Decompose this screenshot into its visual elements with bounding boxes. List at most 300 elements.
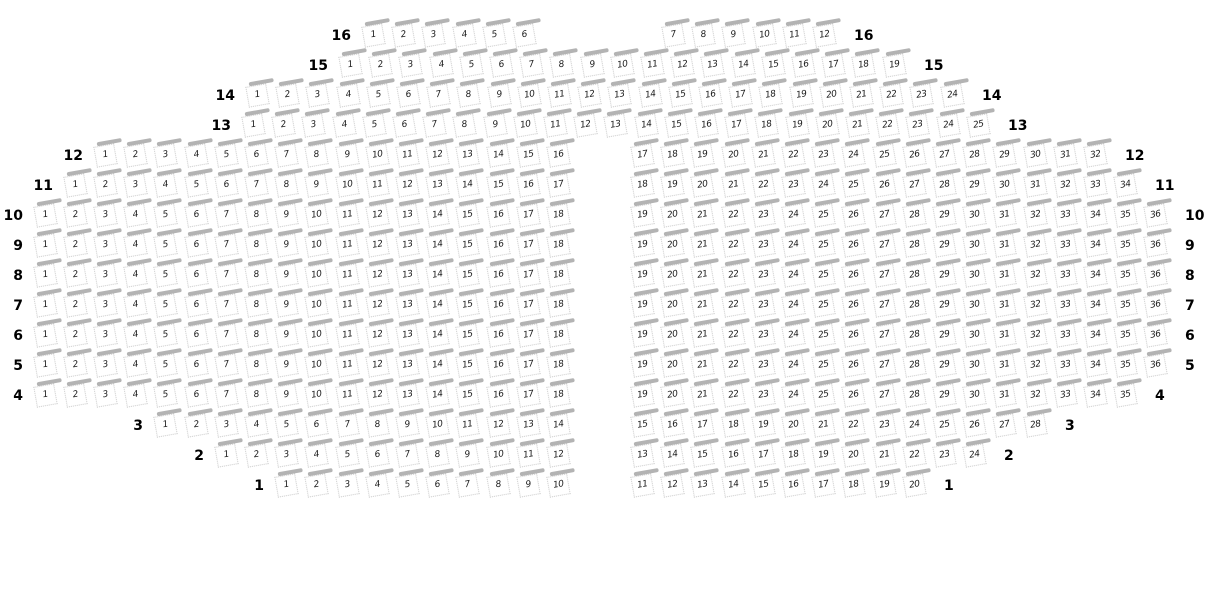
seat[interactable] <box>811 413 835 437</box>
seat[interactable] <box>63 353 87 377</box>
seat[interactable] <box>785 113 809 137</box>
seat[interactable] <box>1023 173 1047 197</box>
seat[interactable] <box>1113 323 1137 347</box>
seat[interactable] <box>1053 263 1077 287</box>
seat[interactable] <box>274 353 298 377</box>
seat[interactable] <box>751 443 775 467</box>
seat[interactable] <box>395 413 419 437</box>
seat[interactable] <box>660 323 684 347</box>
seat[interactable] <box>781 473 805 497</box>
seat[interactable] <box>721 173 745 197</box>
seat[interactable] <box>244 173 268 197</box>
seat[interactable] <box>362 113 386 137</box>
seat[interactable] <box>305 83 329 107</box>
seat[interactable] <box>902 353 926 377</box>
seat[interactable] <box>516 413 540 437</box>
seat[interactable] <box>875 113 899 137</box>
seat[interactable] <box>546 173 570 197</box>
seat[interactable] <box>123 173 147 197</box>
seat[interactable] <box>274 173 298 197</box>
seat[interactable] <box>368 53 392 77</box>
seat[interactable] <box>123 323 147 347</box>
seat[interactable] <box>184 413 208 437</box>
seat[interactable] <box>365 263 389 287</box>
seat[interactable] <box>455 263 479 287</box>
seat[interactable] <box>123 203 147 227</box>
seat[interactable] <box>1083 173 1107 197</box>
seat[interactable] <box>63 203 87 227</box>
seat[interactable] <box>33 233 57 257</box>
seat[interactable] <box>123 263 147 287</box>
seat[interactable] <box>241 113 265 137</box>
seat[interactable] <box>153 323 177 347</box>
seat[interactable] <box>1143 233 1167 257</box>
seat[interactable] <box>486 413 510 437</box>
seat[interactable] <box>1143 203 1167 227</box>
seat[interactable] <box>630 323 654 347</box>
seat[interactable] <box>214 413 238 437</box>
seat[interactable] <box>751 413 775 437</box>
seat[interactable] <box>851 53 875 77</box>
seat[interactable] <box>872 263 896 287</box>
seat[interactable] <box>455 383 479 407</box>
seat[interactable] <box>335 293 359 317</box>
seat[interactable] <box>841 323 865 347</box>
seat[interactable] <box>1053 323 1077 347</box>
seat[interactable] <box>244 413 268 437</box>
seat[interactable] <box>721 323 745 347</box>
seat[interactable] <box>214 293 238 317</box>
seat[interactable] <box>546 323 570 347</box>
seat[interactable] <box>516 323 540 347</box>
seat[interactable] <box>395 293 419 317</box>
seat[interactable] <box>365 173 389 197</box>
seat[interactable] <box>932 383 956 407</box>
seat[interactable] <box>63 233 87 257</box>
seat[interactable] <box>962 293 986 317</box>
seat[interactable] <box>365 293 389 317</box>
seat[interactable] <box>271 113 295 137</box>
seat[interactable] <box>365 323 389 347</box>
seat[interactable] <box>607 83 631 107</box>
seat[interactable] <box>630 293 654 317</box>
seat[interactable] <box>690 443 714 467</box>
seat[interactable] <box>365 383 389 407</box>
seat[interactable] <box>516 443 540 467</box>
seat[interactable] <box>395 443 419 467</box>
seat[interactable] <box>184 233 208 257</box>
seat[interactable] <box>721 413 745 437</box>
seat[interactable] <box>872 233 896 257</box>
seat[interactable] <box>872 293 896 317</box>
seat[interactable] <box>214 383 238 407</box>
seat[interactable] <box>425 323 449 347</box>
seat[interactable] <box>781 293 805 317</box>
seat[interactable] <box>781 353 805 377</box>
seat[interactable] <box>244 203 268 227</box>
seat[interactable] <box>274 293 298 317</box>
seat[interactable] <box>1083 143 1107 167</box>
seat[interactable] <box>1113 353 1137 377</box>
seat[interactable] <box>751 233 775 257</box>
seat[interactable] <box>304 473 328 497</box>
seat[interactable] <box>610 53 634 77</box>
seat[interactable] <box>486 173 510 197</box>
seat[interactable] <box>455 233 479 257</box>
seat[interactable] <box>630 233 654 257</box>
seat[interactable] <box>1143 353 1167 377</box>
seat[interactable] <box>721 233 745 257</box>
seat[interactable] <box>1053 233 1077 257</box>
seat[interactable] <box>459 53 483 77</box>
seat[interactable] <box>690 263 714 287</box>
seat[interactable] <box>1053 173 1077 197</box>
seat[interactable] <box>483 113 507 137</box>
seat[interactable] <box>992 353 1016 377</box>
seat[interactable] <box>519 53 543 77</box>
seat[interactable] <box>338 53 362 77</box>
seat[interactable] <box>153 173 177 197</box>
seat[interactable] <box>811 443 835 467</box>
seat[interactable] <box>123 383 147 407</box>
seat[interactable] <box>1023 143 1047 167</box>
seat[interactable] <box>123 143 147 167</box>
seat[interactable] <box>660 143 684 167</box>
seat[interactable] <box>516 263 540 287</box>
seat[interactable] <box>487 83 511 107</box>
seat[interactable] <box>630 443 654 467</box>
seat[interactable] <box>512 23 536 47</box>
seat[interactable] <box>395 203 419 227</box>
seat[interactable] <box>698 83 722 107</box>
seat[interactable] <box>214 233 238 257</box>
seat[interactable] <box>902 143 926 167</box>
seat[interactable] <box>426 83 450 107</box>
seat[interactable] <box>93 353 117 377</box>
seat[interactable] <box>781 323 805 347</box>
seat[interactable] <box>274 383 298 407</box>
seat[interactable] <box>781 443 805 467</box>
seat[interactable] <box>721 203 745 227</box>
seat[interactable] <box>546 353 570 377</box>
seat[interactable] <box>751 473 775 497</box>
seat[interactable] <box>184 203 208 227</box>
seat[interactable] <box>630 353 654 377</box>
seat[interactable] <box>962 413 986 437</box>
seat[interactable] <box>274 413 298 437</box>
seat[interactable] <box>690 293 714 317</box>
seat[interactable] <box>304 173 328 197</box>
seat[interactable] <box>366 83 390 107</box>
seat[interactable] <box>275 83 299 107</box>
seat[interactable] <box>781 383 805 407</box>
seat[interactable] <box>456 83 480 107</box>
seat[interactable] <box>638 83 662 107</box>
seat[interactable] <box>902 233 926 257</box>
seat[interactable] <box>1053 383 1077 407</box>
seat[interactable] <box>721 443 745 467</box>
seat[interactable] <box>815 113 839 137</box>
seat[interactable] <box>634 113 658 137</box>
seat[interactable] <box>1023 323 1047 347</box>
seat[interactable] <box>932 173 956 197</box>
seat[interactable] <box>1083 323 1107 347</box>
seat[interactable] <box>690 233 714 257</box>
seat[interactable] <box>274 473 298 497</box>
seat[interactable] <box>184 353 208 377</box>
seat[interactable] <box>1023 383 1047 407</box>
seat[interactable] <box>992 413 1016 437</box>
seat[interactable] <box>1113 383 1137 407</box>
seat[interactable] <box>811 263 835 287</box>
seat[interactable] <box>245 83 269 107</box>
seat[interactable] <box>758 83 782 107</box>
seat[interactable] <box>721 353 745 377</box>
seat[interactable] <box>93 323 117 347</box>
seat[interactable] <box>516 353 540 377</box>
seat[interactable] <box>781 263 805 287</box>
seat[interactable] <box>728 83 752 107</box>
seat[interactable] <box>274 203 298 227</box>
seat[interactable] <box>754 113 778 137</box>
seat[interactable] <box>660 413 684 437</box>
seat[interactable] <box>153 383 177 407</box>
seat[interactable] <box>902 443 926 467</box>
seat[interactable] <box>841 443 865 467</box>
seat[interactable] <box>546 473 570 497</box>
seat[interactable] <box>660 293 684 317</box>
seat[interactable] <box>123 293 147 317</box>
seat[interactable] <box>630 143 654 167</box>
seat[interactable] <box>546 293 570 317</box>
seat[interactable] <box>841 263 865 287</box>
seat[interactable] <box>336 83 360 107</box>
seat[interactable] <box>872 383 896 407</box>
seat[interactable] <box>63 383 87 407</box>
seat[interactable] <box>304 323 328 347</box>
seat[interactable] <box>365 473 389 497</box>
seat[interactable] <box>365 143 389 167</box>
seat[interactable] <box>962 443 986 467</box>
seat[interactable] <box>1023 353 1047 377</box>
seat[interactable] <box>489 53 513 77</box>
seat[interactable] <box>721 143 745 167</box>
seat[interactable] <box>721 23 745 47</box>
seat[interactable] <box>546 413 570 437</box>
seat[interactable] <box>811 203 835 227</box>
seat[interactable] <box>365 413 389 437</box>
seat[interactable] <box>421 23 445 47</box>
seat[interactable] <box>660 443 684 467</box>
seat[interactable] <box>392 113 416 137</box>
seat[interactable] <box>33 353 57 377</box>
seat[interactable] <box>1113 293 1137 317</box>
seat[interactable] <box>455 473 479 497</box>
seat[interactable] <box>547 83 571 107</box>
seat[interactable] <box>33 263 57 287</box>
seat[interactable] <box>811 293 835 317</box>
seat[interactable] <box>425 233 449 257</box>
seat[interactable] <box>425 293 449 317</box>
seat[interactable] <box>184 143 208 167</box>
seat[interactable] <box>365 203 389 227</box>
seat[interactable] <box>184 383 208 407</box>
seat[interactable] <box>452 23 476 47</box>
seat[interactable] <box>546 383 570 407</box>
seat[interactable] <box>452 113 476 137</box>
seat[interactable] <box>33 203 57 227</box>
seat[interactable] <box>153 353 177 377</box>
seat[interactable] <box>486 383 510 407</box>
seat[interactable] <box>425 383 449 407</box>
seat[interactable] <box>841 383 865 407</box>
seat[interactable] <box>811 383 835 407</box>
seat[interactable] <box>516 383 540 407</box>
seat[interactable] <box>751 203 775 227</box>
seat[interactable] <box>335 263 359 287</box>
seat[interactable] <box>909 83 933 107</box>
seat[interactable] <box>274 233 298 257</box>
seat[interactable] <box>395 383 419 407</box>
seat[interactable] <box>812 23 836 47</box>
seat[interactable] <box>751 353 775 377</box>
seat[interactable] <box>811 173 835 197</box>
seat[interactable] <box>184 173 208 197</box>
seat[interactable] <box>811 233 835 257</box>
seat[interactable] <box>153 233 177 257</box>
seat[interactable] <box>882 53 906 77</box>
seat[interactable] <box>1143 323 1167 347</box>
seat[interactable] <box>932 263 956 287</box>
seat[interactable] <box>577 83 601 107</box>
seat[interactable] <box>486 323 510 347</box>
seat[interactable] <box>516 173 540 197</box>
seat[interactable] <box>872 353 896 377</box>
seat[interactable] <box>782 23 806 47</box>
seat[interactable] <box>811 143 835 167</box>
seat[interactable] <box>630 383 654 407</box>
seat[interactable] <box>365 353 389 377</box>
seat[interactable] <box>301 113 325 137</box>
seat[interactable] <box>811 323 835 347</box>
seat[interactable] <box>902 383 926 407</box>
seat[interactable] <box>694 113 718 137</box>
seat[interactable] <box>486 143 510 167</box>
seat[interactable] <box>690 413 714 437</box>
seat[interactable] <box>751 263 775 287</box>
seat[interactable] <box>660 263 684 287</box>
seat[interactable] <box>244 443 268 467</box>
seat[interactable] <box>992 203 1016 227</box>
seat[interactable] <box>123 353 147 377</box>
seat[interactable] <box>425 203 449 227</box>
seat[interactable] <box>721 263 745 287</box>
seat[interactable] <box>902 323 926 347</box>
seat[interactable] <box>335 383 359 407</box>
seat[interactable] <box>244 383 268 407</box>
seat[interactable] <box>872 473 896 497</box>
seat[interactable] <box>879 83 903 107</box>
seat[interactable] <box>781 233 805 257</box>
seat[interactable] <box>513 113 537 137</box>
seat[interactable] <box>486 233 510 257</box>
seat[interactable] <box>93 143 117 167</box>
seat[interactable] <box>396 83 420 107</box>
seat[interactable] <box>670 53 694 77</box>
seat[interactable] <box>304 293 328 317</box>
seat[interactable] <box>365 443 389 467</box>
seat[interactable] <box>335 233 359 257</box>
seat[interactable] <box>872 173 896 197</box>
seat[interactable] <box>660 473 684 497</box>
seat[interactable] <box>244 293 268 317</box>
seat[interactable] <box>1053 143 1077 167</box>
seat[interactable] <box>422 113 446 137</box>
seat[interactable] <box>781 143 805 167</box>
seat[interactable] <box>455 173 479 197</box>
seat[interactable] <box>1053 203 1077 227</box>
seat[interactable] <box>902 263 926 287</box>
seat[interactable] <box>664 113 688 137</box>
seat[interactable] <box>482 23 506 47</box>
seat[interactable] <box>841 473 865 497</box>
seat[interactable] <box>751 293 775 317</box>
seat[interactable] <box>751 173 775 197</box>
seat[interactable] <box>660 233 684 257</box>
seat[interactable] <box>335 443 359 467</box>
seat[interactable] <box>63 173 87 197</box>
seat[interactable] <box>1023 293 1047 317</box>
seat[interactable] <box>486 443 510 467</box>
seat[interactable] <box>184 323 208 347</box>
seat[interactable] <box>841 353 865 377</box>
seat[interactable] <box>274 323 298 347</box>
seat[interactable] <box>841 293 865 317</box>
seat[interactable] <box>546 233 570 257</box>
seat[interactable] <box>962 143 986 167</box>
seat[interactable] <box>962 263 986 287</box>
seat[interactable] <box>153 263 177 287</box>
seat[interactable] <box>962 173 986 197</box>
seat[interactable] <box>661 23 685 47</box>
seat[interactable] <box>214 143 238 167</box>
seat[interactable] <box>781 203 805 227</box>
seat[interactable] <box>425 353 449 377</box>
seat[interactable] <box>1083 203 1107 227</box>
seat[interactable] <box>660 383 684 407</box>
seat[interactable] <box>872 323 896 347</box>
seat[interactable] <box>690 353 714 377</box>
seat[interactable] <box>304 413 328 437</box>
seat[interactable] <box>549 53 573 77</box>
seat[interactable] <box>902 203 926 227</box>
seat[interactable] <box>425 143 449 167</box>
seat[interactable] <box>781 413 805 437</box>
seat[interactable] <box>690 143 714 167</box>
seat[interactable] <box>690 203 714 227</box>
seat[interactable] <box>93 263 117 287</box>
seat[interactable] <box>940 83 964 107</box>
seat[interactable] <box>992 143 1016 167</box>
seat[interactable] <box>244 143 268 167</box>
seat[interactable] <box>93 293 117 317</box>
seat[interactable] <box>721 383 745 407</box>
seat[interactable] <box>690 473 714 497</box>
seat[interactable] <box>789 83 813 107</box>
seat[interactable] <box>516 293 540 317</box>
seat[interactable] <box>932 203 956 227</box>
seat[interactable] <box>1113 203 1137 227</box>
